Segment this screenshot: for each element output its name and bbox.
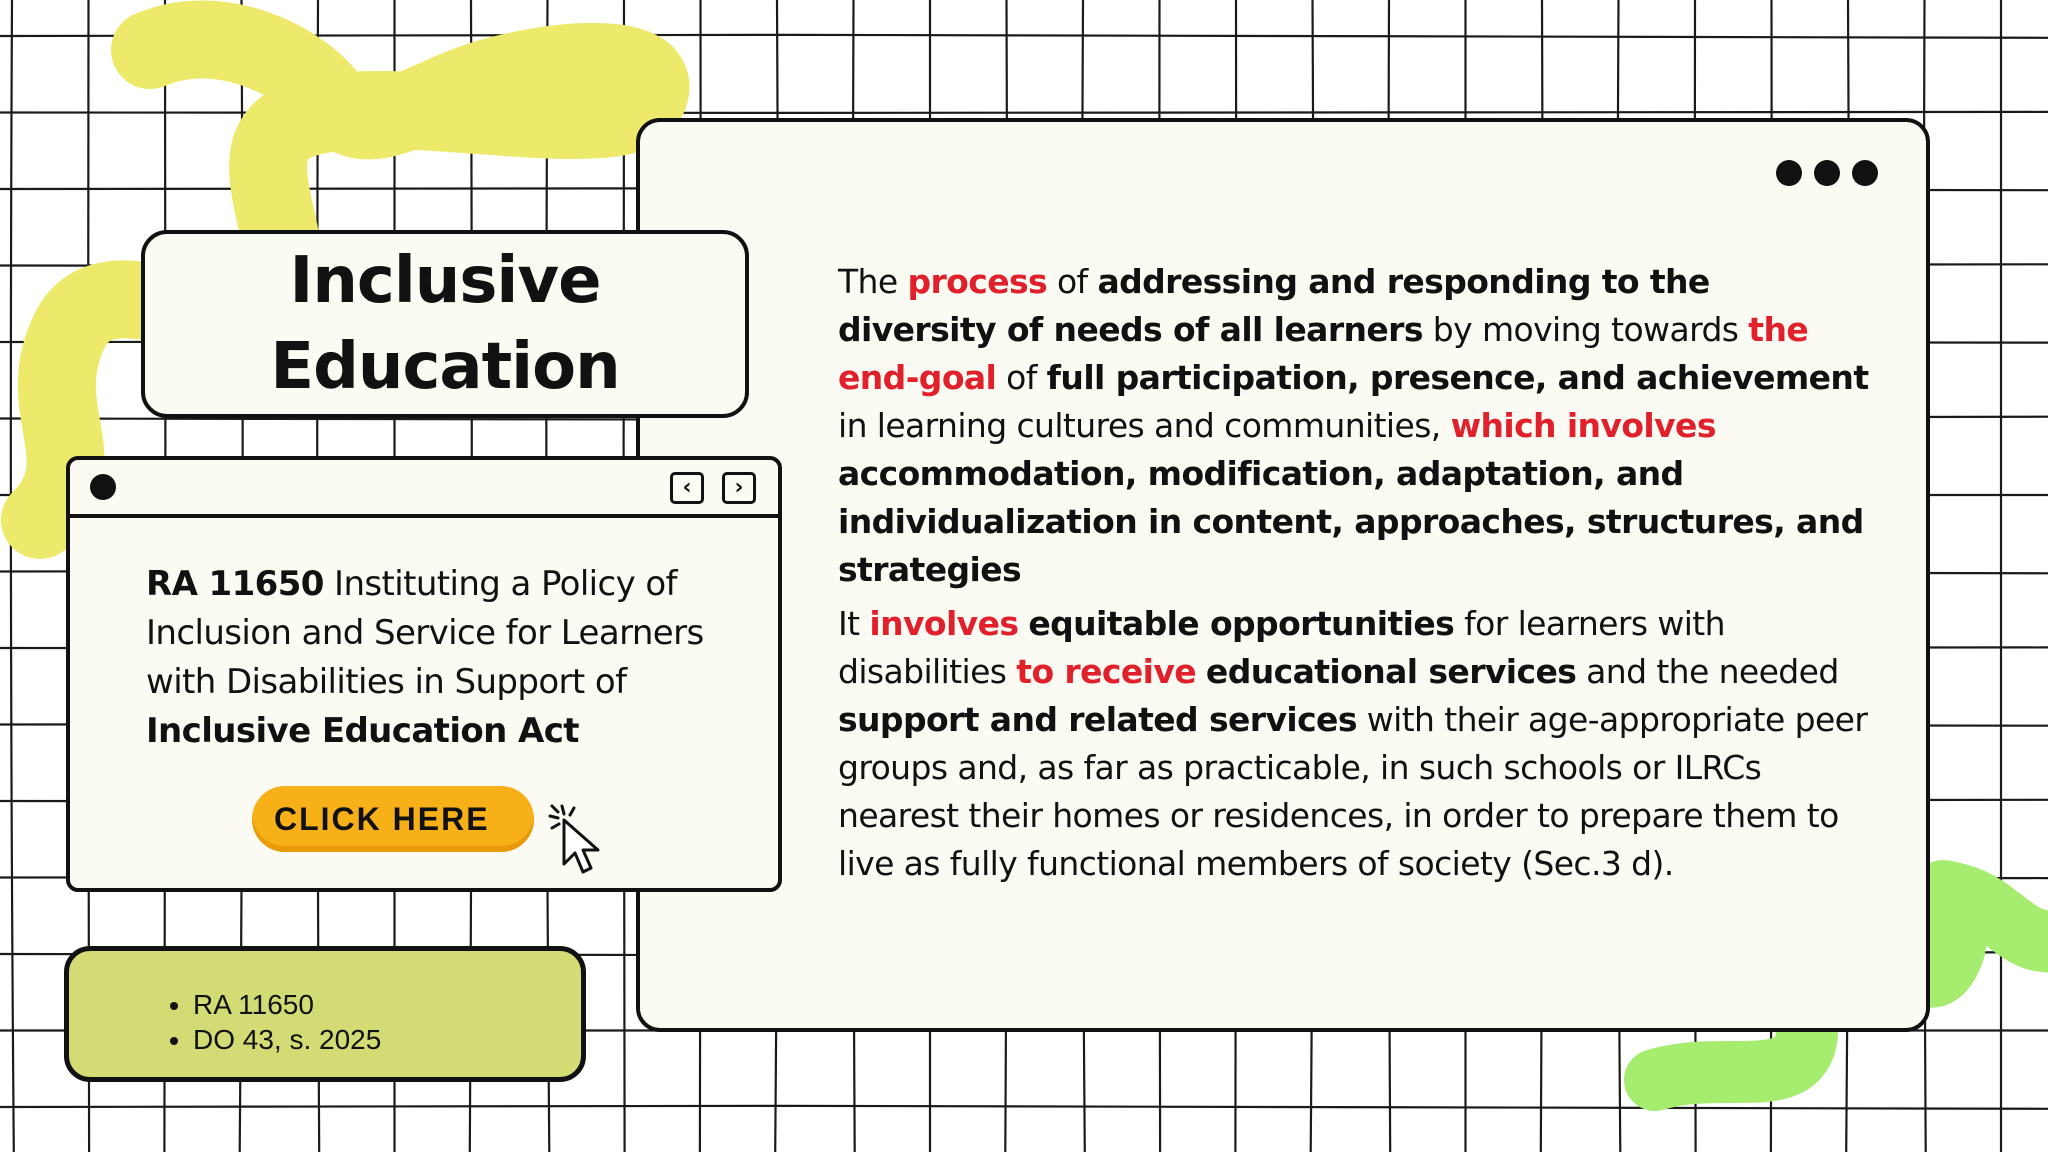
law-description xyxy=(146,560,746,756)
body-text: with their age-appropriate peer groups and, as far as practicable, in such schools or ILRCs nearest their homes or residences, in order to prepare them to live as fully functional members of society (Sec.3 d). xyxy=(838,700,1868,883)
highlight-text: to receive xyxy=(1016,652,1197,691)
highlight-text: the end-goal xyxy=(838,310,1809,397)
body-text: of xyxy=(1047,262,1098,301)
list-item: • RA 11650 xyxy=(193,987,581,1022)
grid-line xyxy=(11,0,14,1152)
dot-icon xyxy=(1852,160,1878,186)
list-item: • DO 43, s. 2025 xyxy=(193,1022,581,1057)
definition-card xyxy=(636,118,1930,1032)
body-text: in learning cultures and communities, xyxy=(838,406,1451,445)
body-text xyxy=(1196,652,1206,691)
window-dots xyxy=(1776,160,1878,186)
bold-text: equitable opportunities xyxy=(1028,604,1455,643)
grid-line xyxy=(0,1106,2048,1109)
body-text: The xyxy=(838,262,908,301)
chevron-right-icon[interactable]: › xyxy=(722,472,756,504)
cursor-click-icon xyxy=(548,802,608,878)
dot-icon xyxy=(1776,160,1802,186)
body-text: and the needed xyxy=(1576,652,1839,691)
title-box xyxy=(141,230,749,418)
browser-toolbar xyxy=(70,460,778,518)
definition-paragraph-2 xyxy=(838,600,1878,888)
bold-text: support and related services xyxy=(838,700,1357,739)
definition-paragraph-1 xyxy=(838,258,1878,594)
bold-text: addressing and responding to the diversity of needs of all learners xyxy=(838,262,1710,349)
law-text: Instituting a Policy of Inclusion and Service for Learners with Disabilities in Support of xyxy=(146,564,704,702)
references-box xyxy=(64,946,586,1082)
click-here-button[interactable]: CLICK HERE xyxy=(252,786,534,852)
bold-text: accommodation, modification, adaptation, and individualization in content, approaches, structures, and strategies xyxy=(838,454,1864,589)
body-text: by moving towards xyxy=(1422,310,1749,349)
bold-text: educational services xyxy=(1205,652,1577,691)
highlight-text: which involves xyxy=(1450,406,1716,445)
body-text: for learners with disabilities xyxy=(838,604,1725,691)
body-text xyxy=(1018,604,1028,643)
references-list xyxy=(69,951,581,1057)
law-number: RA 11650 xyxy=(146,564,324,604)
highlight-text: involves xyxy=(869,604,1019,643)
body-text: of xyxy=(996,358,1047,397)
circle-icon xyxy=(90,474,116,500)
bold-text: full participation, presence, and achievement xyxy=(1046,358,1869,397)
highlight-text: process xyxy=(907,262,1048,301)
chevron-left-icon[interactable]: ‹ xyxy=(670,472,704,504)
law-act-name: Inclusive Education Act xyxy=(146,711,579,751)
page-title: Inclusive Education xyxy=(270,244,620,404)
dot-icon xyxy=(1814,160,1840,186)
browser-window xyxy=(66,456,782,892)
body-text: It xyxy=(838,604,870,643)
